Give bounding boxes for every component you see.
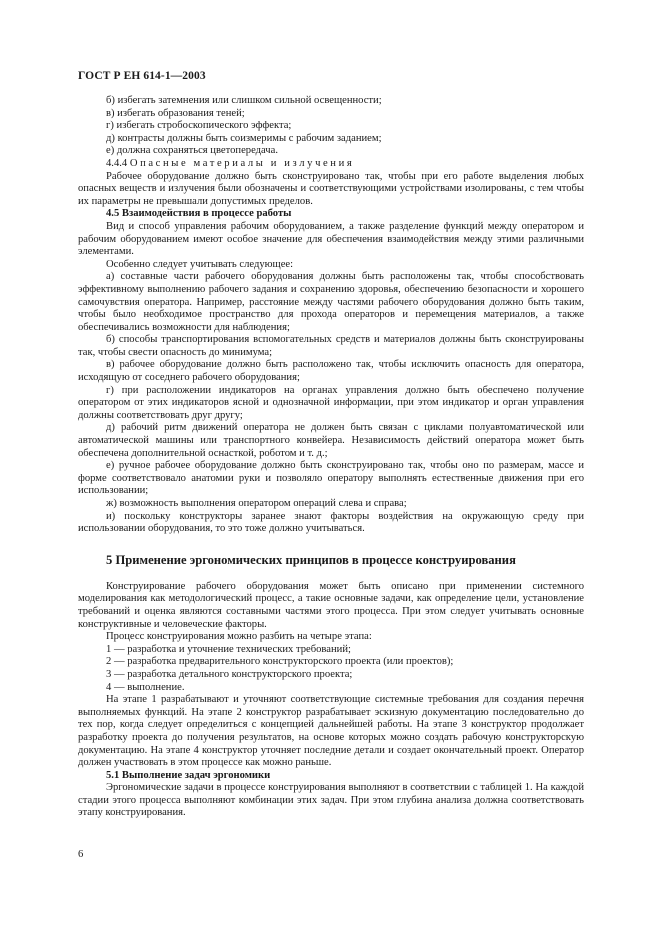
- stage-item: 2 — разработка предварительного конструкторского проекта (или проектов);: [106, 656, 454, 668]
- clause-title: Опасные материалы и излучения: [129, 157, 355, 169]
- page-number: 6: [78, 849, 84, 860]
- list-item: и) поскольку конструкторы заранее знают факторы воздействия на окружающую среду при использовании оборудования, то это тоже должно учитываться.: [78, 510, 584, 535]
- list-item: д) контрасты должны быть соизмеримы с рабочим заданием;: [106, 132, 382, 144]
- list-item: г) избегать стробоскопического эффекта;: [106, 120, 292, 132]
- list-item: б) избегать затемнения или слишком сильной освещенности;: [106, 95, 382, 106]
- paragraph: Особенно следует учитывать следующее:: [106, 258, 294, 270]
- document-header: ГОСТ Р ЕН 614-1—2003: [78, 70, 206, 82]
- section-heading: 5 Применение эргономических принципов в процессе конструирования: [106, 552, 516, 567]
- paragraph: На этапе 1 разрабатывают и уточняют соответствующие системные требования для создания перечня выполняемых функций. На этапе 2 конструктор разрабатывает эскизную документацию последовательно до тех пор, когда следует определиться с концепцией дальнейшей работы. На этапе 3 конструктор продолжает разработку проекта до получения результатов, на основе которых можно создать рабочую конструкторскую документацию. На этапе 4 конструктор уточняет последние детали и создает окончательный проект. Оператор должен участвовать в этом процессе как можно раньше.: [78, 694, 584, 769]
- paragraph: Рабочее оборудование должно быть сконструировано так, чтобы при его работе выделения любых опасных веществ и излучения были обозначены и соответствующими устройствами изолированы, с тем чтобы их параметры не превышали допустимых пределов.: [78, 170, 584, 207]
- section-subheading: 5.1 Выполнение задач эргономики: [106, 769, 271, 781]
- list-item: в) рабочее оборудование должно быть расположено так, чтобы исключить опасность для оператора, исходящую от соседнего рабочего оборудования;: [78, 359, 584, 384]
- paragraph: Вид и способ управления рабочим оборудованием, а также разделение функций между оператором и рабочим оборудованием имеют особое значение для обеспечения взаимодействия между этими различными элементами.: [78, 220, 584, 258]
- list-item: г) при расположении индикаторов на органах управления должно быть обеспечено получение оператором от этих индикаторов ясной и однозначной информации, при этом индикатор и орган управления должны соответствовать друг другу;: [78, 384, 584, 421]
- section-subheading: 4.5 Взаимодействия в процессе работы: [106, 208, 292, 220]
- stage-item: 3 — разработка детального конструкторского проекта;: [106, 668, 353, 680]
- page-body: [78, 95, 584, 820]
- list-item: а) составные части рабочего оборудования должны быть расположены так, чтобы способствовать эффективному выполнению рабочего задания и сохранению здоровья, обеспечению безопасности и хорошего самочувствия оператора. Например, расстояние между частями рабочего оборудования должно быть таким, чтобы было необходимое пространство для прохода операторов и перемещения материалов, а также обеспечивались возможности для наблюдения;: [78, 271, 584, 333]
- stage-item: 4 — выполнение.: [106, 681, 185, 693]
- paragraph: Эргономические задачи в процессе конструирования выполняют в соответствии с таблицей 1. На каждой стадии этого процесса выполняют комбинации этих задач. При этом глубина анализа должна соответствовать этапу конструирования.: [78, 782, 584, 819]
- clause-number: 4.4.4: [106, 157, 128, 169]
- list-item: е) должна сохраняться цветопередача.: [106, 145, 278, 157]
- list-item: ж) возможность выполнения оператором операций слева и справа;: [106, 498, 407, 509]
- list-item: в) избегать образования теней;: [106, 107, 245, 119]
- list-item: б) способы транспортирования вспомогательных средств и материалов должны быть сконструированы так, чтобы свести опасность до минимума;: [78, 334, 584, 358]
- list-item: д) рабочий ритм движений оператора не должен быть связан с циклами полуавтоматической или автоматической машины или транспортного конвейера. Независимость действий оператора может быть обеспечена дополнительной оснасткой, роботом и т. д.;: [78, 422, 584, 459]
- clause-heading: [78, 158, 584, 171]
- paragraph: Конструирование рабочего оборудования может быть описано при применении системного моделирования как методологический процесс, а такие основные задачи, как определение цели, установление требований и оценка являются составными частями этого процесса. При этом следует учитывать основные конструктивные и человеческие факторы.: [78, 580, 584, 630]
- stage-item: 1 — разработка и уточнение технических требований;: [106, 643, 351, 655]
- paragraph: Процесс конструирования можно разбить на четыре этапа:: [106, 631, 372, 643]
- list-item: е) ручное рабочее оборудование должно быть сконструировано так, чтобы оно по размерам, массе и форме соответствовало анатомии руки и позволяло оператору выполнять естественные движения при его использовании;: [78, 460, 584, 497]
